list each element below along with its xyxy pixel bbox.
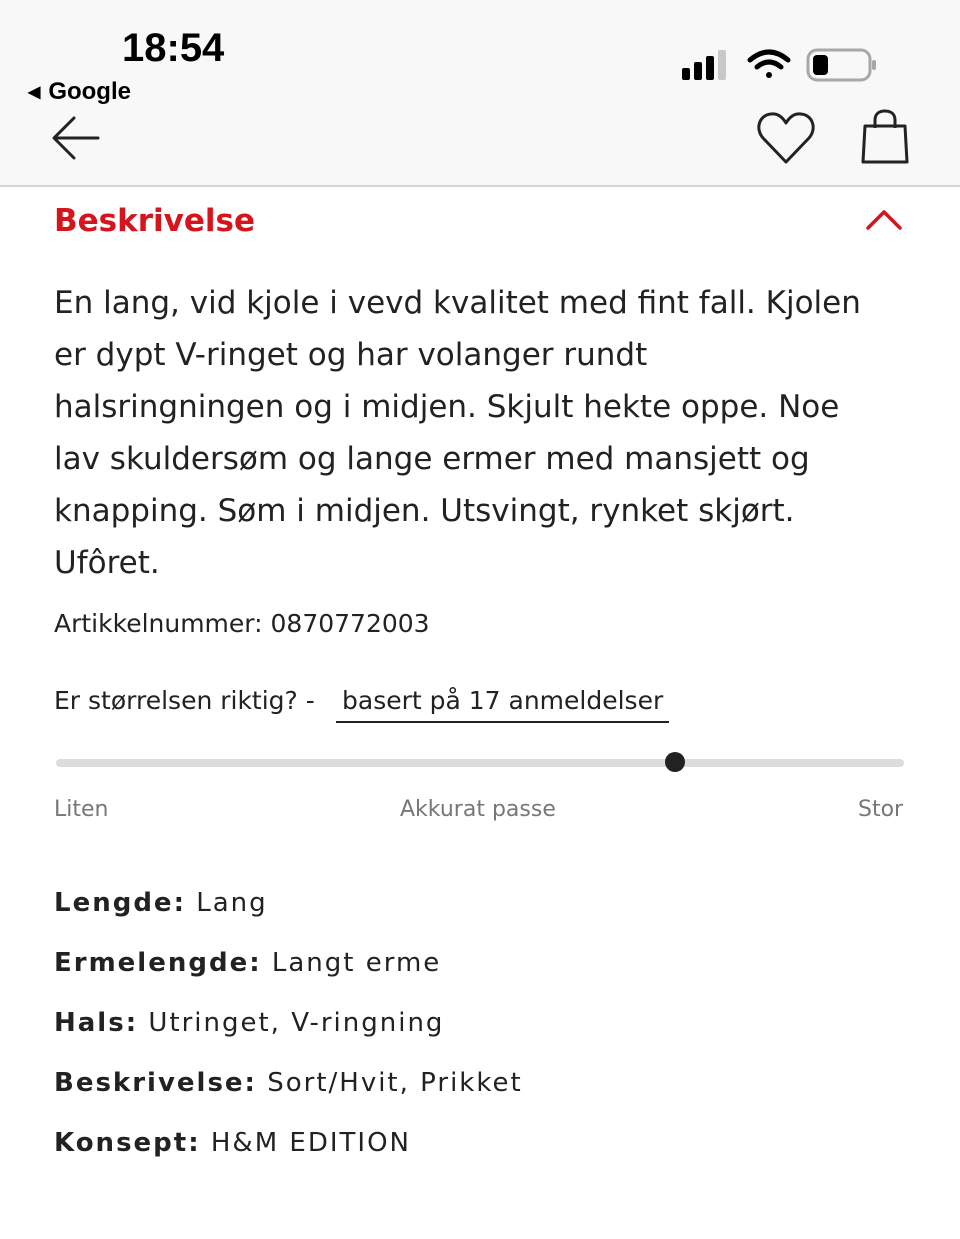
attribute-row	[54, 1128, 523, 1188]
fit-label-small: Liten	[54, 797, 109, 822]
arrow-left-icon[interactable]	[50, 112, 102, 164]
description-line: er dypt V-ringet og har volanger rundt	[54, 337, 648, 373]
attribute-key: Hals:	[54, 1008, 139, 1038]
back-triangle-icon: ◀	[28, 84, 41, 101]
fit-label-large: Stor	[858, 797, 904, 822]
status-icons	[680, 46, 880, 86]
attribute-row	[54, 1068, 523, 1128]
attribute-key: Ermelengde:	[54, 948, 262, 978]
wifi-icon	[750, 52, 788, 78]
top-bar	[0, 0, 960, 187]
section-title[interactable]: Beskrivelse	[54, 203, 255, 239]
fit-scale-marker	[665, 752, 685, 772]
attribute-value: Sort/Hvit, Prikket	[267, 1068, 523, 1098]
product-description	[54, 277, 914, 589]
attribute-value: H&M EDITION	[210, 1128, 411, 1158]
attribute-row	[54, 888, 523, 948]
reviews-link[interactable]: basert på 17 anmeldelser	[336, 686, 669, 723]
back-to-app-link[interactable]	[28, 78, 131, 106]
signal-icon	[682, 50, 726, 80]
attribute-key: Beskrivelse:	[54, 1068, 257, 1098]
product-attributes	[54, 888, 523, 1188]
attribute-value: Utringet, V-ringning	[148, 1008, 445, 1038]
description-line: Ufôret.	[54, 545, 160, 581]
shopping-bag-icon[interactable]	[860, 108, 910, 166]
attribute-row	[54, 948, 523, 1008]
chevron-up-icon[interactable]	[864, 204, 904, 234]
heart-icon[interactable]	[756, 110, 816, 166]
article-number: Artikkelnummer: 0870772003	[54, 609, 430, 638]
attribute-key: Lengde:	[54, 888, 186, 918]
description-line: halsringningen og i midjen. Skjult hekte oppe. Noe	[54, 389, 840, 425]
description-line: knapping. Søm i midjen. Utsvingt, rynket skjørt.	[54, 493, 795, 529]
status-time: 18:54	[122, 26, 225, 70]
attribute-row	[54, 1008, 523, 1068]
fit-scale-track	[56, 759, 904, 767]
fit-question: Er størrelsen riktig? -	[54, 686, 315, 715]
fit-label-middle: Akkurat passe	[400, 797, 556, 822]
back-app-label: Google	[48, 78, 131, 105]
description-line: lav skuldersøm og lange ermer med mansjett og	[54, 441, 810, 477]
attribute-value: Lang	[196, 888, 268, 918]
attribute-key: Konsept:	[54, 1128, 201, 1158]
attribute-value: Langt erme	[271, 948, 442, 978]
description-line: En lang, vid kjole i vevd kvalitet med fint fall. Kjolen	[54, 285, 861, 321]
battery-icon	[808, 50, 876, 80]
